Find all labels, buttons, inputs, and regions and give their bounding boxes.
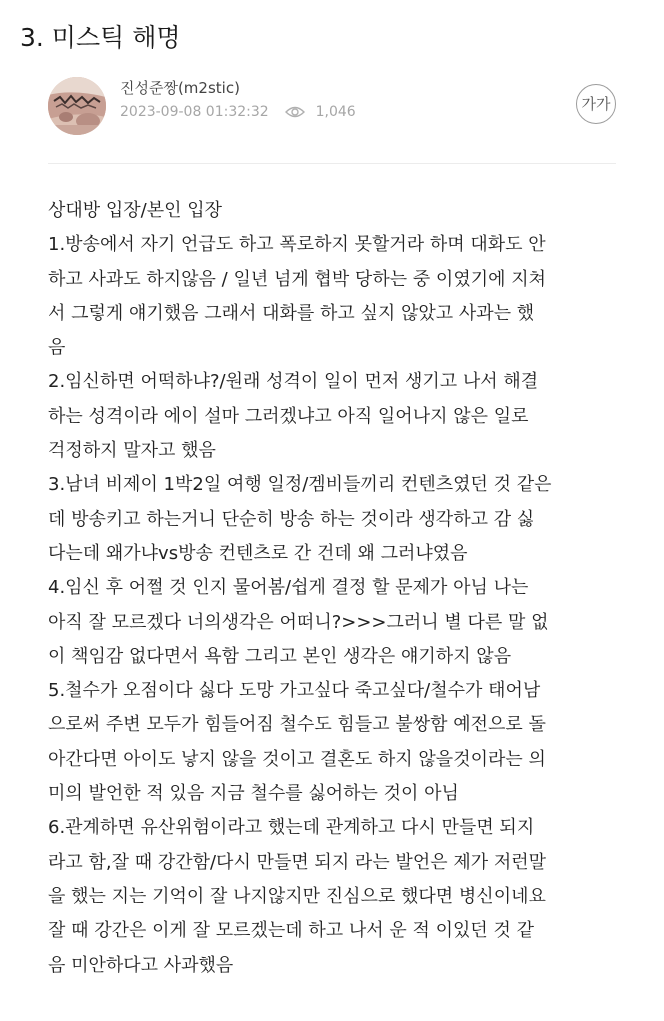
divider	[48, 163, 616, 164]
content-line: 하는 성격이라 에이 설마 그러겠냐고 아직 일어나지 않은 일로	[48, 405, 529, 427]
content-line: 6.관계하면 유산위험이라고 했는데 관계하고 다시 만들면 되지	[48, 817, 535, 839]
post-meta	[48, 77, 616, 137]
post-title: 3. 미스틱 해명	[20, 23, 181, 52]
post-info	[120, 102, 356, 122]
content-line: 하고 사과도 하지않음 / 일년 넘게 협박 당하는 중 이였기에 지쳐	[48, 268, 546, 290]
post-content	[48, 194, 624, 983]
content-line: 5.철수가 오점이다 싫다 도망 가고싶다 죽고싶다/철수가 태어남	[48, 680, 541, 702]
content-line: 걱정하지 말자고 했음	[48, 440, 216, 462]
view-count: 1,046	[315, 104, 356, 120]
author-avatar[interactable]	[48, 77, 106, 135]
content-line: 아간다면 아이도 낳지 않을 것이고 결혼도 하지 않을것이라는 의	[48, 748, 546, 770]
content-line: 을 했는 지는 기억이 잘 나지않지만 진심으로 했다면 병신이네요	[48, 885, 546, 907]
author-name[interactable]: 진성준짱(m2stic)	[120, 79, 240, 97]
font-size-button[interactable]: 가가	[576, 84, 616, 124]
content-line: 으로써 주변 모두가 힘들어짐 철수도 힘들고 불쌍함 예전으로 돌	[48, 714, 546, 736]
content-line: 음	[48, 337, 66, 359]
content-line: 4.임신 후 어쩔 것 인지 물어봄/쉽게 결정 할 문제가 아님 나는	[48, 577, 529, 599]
content-line: 아직 잘 모르겠다 너의생각은 어떠니?>>>그러니 별 다른 말 없	[48, 611, 549, 633]
content-line: 이 책임감 없다면서 욕함 그리고 본인 생각은 얘기하지 않음	[48, 645, 512, 667]
content-line: 서 그렇게 얘기했음 그래서 대화를 하고 싶지 않았고 사과는 했	[48, 302, 535, 324]
content-line: 2.임신하면 어떡하냐?/원래 성격이 일이 먼저 생기고 나서 해결	[48, 371, 539, 393]
content-line: 라고 함,잘 때 강간함/다시 만들면 되지 라는 발언은 제가 저런말	[48, 851, 546, 873]
post-datetime: 2023-09-08 01:32:32	[120, 104, 269, 120]
content-line: 다는데 왜가냐vs방송 컨텐츠로 간 건데 왜 그러냐였음	[48, 542, 468, 564]
content-line: 상대방 입장/본인 입장	[48, 200, 222, 221]
content-line: 음 미안하다고 사과했음	[48, 954, 234, 976]
content-line: 미의 발언한 적 있음 지금 철수를 싫어하는 것이 아님	[48, 783, 459, 805]
content-line: 잘 때 강간은 이게 잘 모르겠는데 하고 나서 운 적 이있던 것 같	[48, 920, 534, 942]
content-line: 1.방송에서 자기 언급도 하고 폭로하지 못할거라 하며 대화도 안	[48, 234, 546, 256]
content-line: 데 방송키고 하는거니 단순히 방송 하는 것이라 생각하고 감 싫	[48, 508, 535, 530]
content-line: 3.남녀 비제이 1박2일 여행 일정/겜비들끼리 컨텐츠였던 것 같은	[48, 474, 552, 496]
eye-icon	[285, 105, 305, 119]
